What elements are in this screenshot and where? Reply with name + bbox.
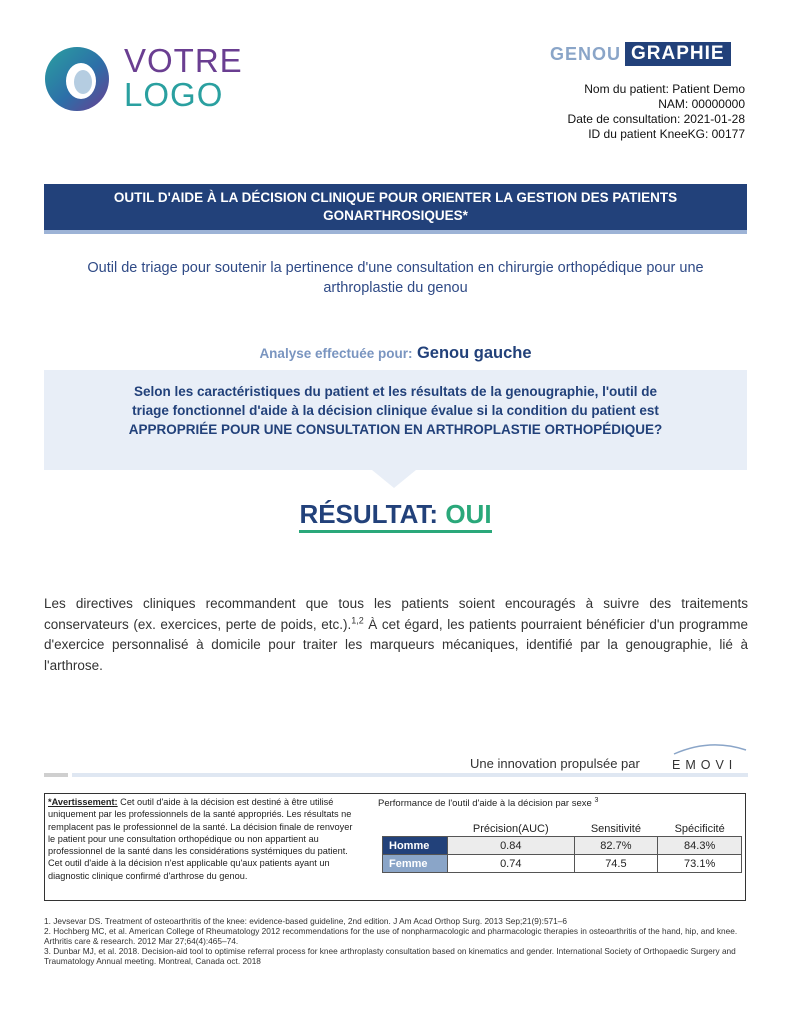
paragraph-part-1: Les directives cliniques recommandent que tous les patients soient encouragés à suivre des traitements conservateurs (ex. exercices, perte de poids, etc.). bbox=[44, 596, 748, 632]
column-header: Spécificité bbox=[674, 823, 725, 835]
brand-part-1: GENOU bbox=[550, 43, 622, 64]
disclaimer-box bbox=[44, 793, 746, 901]
warning-body: Cet outil d'aide à la décision est destiné à être utilisé uniquement par les professionnels de la santé appropriés. Les résultats ne remplacent pas le professionnel de la santé. La décision finale de renvoyer le patient pour une consultation orthopédique ou non appartient au professionnel de la santé dans les considérations systémiques du patient. Cet outil d'aide à la décision n'est applicable qu'aux patients ayant un diagnostic clinique confirmé d'arthrose du genou. bbox=[48, 797, 353, 881]
patient-nam: NAM: 00000000 bbox=[658, 97, 745, 111]
table-cell: 0.74 bbox=[448, 855, 575, 873]
row-label: Femme bbox=[383, 855, 448, 873]
logo bbox=[44, 42, 243, 116]
result bbox=[0, 498, 791, 533]
table-header-row bbox=[383, 822, 742, 837]
patient-name: Nom du patient: Patient Demo bbox=[584, 82, 745, 96]
warning-title: *Avertissement: bbox=[48, 797, 118, 807]
patient-id: ID du patient KneeKG: 00177 bbox=[588, 127, 745, 141]
result-wrapper bbox=[299, 498, 491, 533]
question-box: Selon les caractéristiques du patient et les résultats de la genougraphie, l'outil de triage fonctionnel d'aide à la décision clinique évalue si la condition du patient est APPROPRIÉE POUR UNE CONSULTATION EN ARTHROPLASTIE ORTHOPÉDIQUE? bbox=[44, 370, 747, 470]
table-cell: 73.1% bbox=[658, 855, 742, 873]
table-cell: 82.7% bbox=[574, 837, 658, 855]
logo-text bbox=[124, 44, 243, 112]
warning-text bbox=[48, 796, 360, 882]
genougraphie-brand bbox=[550, 42, 731, 66]
table-cell: 84.3% bbox=[658, 837, 742, 855]
analysis-label: Analyse effectuée pour: bbox=[259, 346, 413, 361]
column-header: Précision(AUC) bbox=[472, 823, 549, 835]
performance-citation: 3 bbox=[594, 797, 599, 804]
performance-title-text: Performance de l'outil d'aide à la décision par sexe bbox=[378, 798, 592, 810]
logo-ring-icon bbox=[44, 46, 110, 112]
analysis-line bbox=[0, 344, 791, 363]
consultation-date: Date de consultation: 2021-01-28 bbox=[567, 112, 745, 126]
performance-title bbox=[378, 797, 598, 809]
separator-grey bbox=[44, 773, 68, 777]
separator-blue bbox=[72, 773, 748, 777]
performance-table bbox=[382, 822, 742, 873]
table-cell: 0.84 bbox=[448, 837, 575, 855]
logo-line-1: VOTRE bbox=[124, 42, 243, 79]
table-row bbox=[383, 837, 742, 855]
reference-item: 1. Jevsevar DS. Treatment of osteoarthritis of the knee: evidence-based guideline, 2nd edition. J Am Acad Orthop Surg. 2013 Sep;21(9):571–6 bbox=[44, 916, 568, 926]
row-label: Homme bbox=[383, 837, 448, 855]
analysis-value: Genou gauche bbox=[416, 344, 532, 362]
logo-line-2: LOGO bbox=[124, 76, 224, 113]
subtitle: Outil de triage pour soutenir la pertinence d'une consultation en chirurgie orthopédique pour une arthroplastie du genou bbox=[87, 260, 704, 296]
references bbox=[44, 916, 750, 966]
title-banner: OUTIL D'AIDE À LA DÉCISION CLINIQUE POUR ORIENTER LA GESTION DES PATIENTS GONARTHROSIQUES* bbox=[44, 184, 747, 234]
table-cell: 74.5 bbox=[574, 855, 658, 873]
brand-part-2: GRAPHIE bbox=[625, 42, 731, 66]
header-blank bbox=[383, 822, 448, 837]
reference-item: 3. Dunbar MJ, et al. 2018. Decision-aid tool to optimise referral process for knee arthroplasty consultation based on kinematics and gender. International Society of Orthopaedic Surgery and Traumatology Annual meeting. Montreal, Canada oct. 2018 bbox=[44, 946, 736, 966]
emovi-swoosh-icon bbox=[672, 740, 748, 758]
question-arrow-icon bbox=[372, 470, 416, 488]
column-header: Sensitivité bbox=[590, 823, 641, 835]
patient-info bbox=[568, 82, 745, 142]
recommendation-paragraph bbox=[44, 594, 748, 676]
result-label: RÉSULTAT: bbox=[299, 499, 439, 529]
emovi-logo: EMOVI bbox=[672, 758, 738, 772]
paragraph-part-2: À cet égard, les patients pourraient bénéficier d'un programme d'exercice personnalisé à domicile pour traiter les marqueurs mécaniques, identifié par la genougraphie, lié à l'arthrose. bbox=[44, 616, 749, 673]
table-row bbox=[383, 855, 742, 873]
reference-item: 2. Hochberg MC, et al. American College of Rheumatology 2012 recommendations for the use of nonpharmacologic and pharmacologic therapies in osteoarthritis of the hand, hip, and knee. Arthritis care & research. 2012 Mar 27;64(4):465–74. bbox=[44, 926, 738, 946]
innovation-text: Une innovation propulsée par bbox=[470, 756, 640, 771]
paragraph-citation: 1,2 bbox=[351, 615, 364, 625]
result-value: OUI bbox=[445, 499, 492, 529]
